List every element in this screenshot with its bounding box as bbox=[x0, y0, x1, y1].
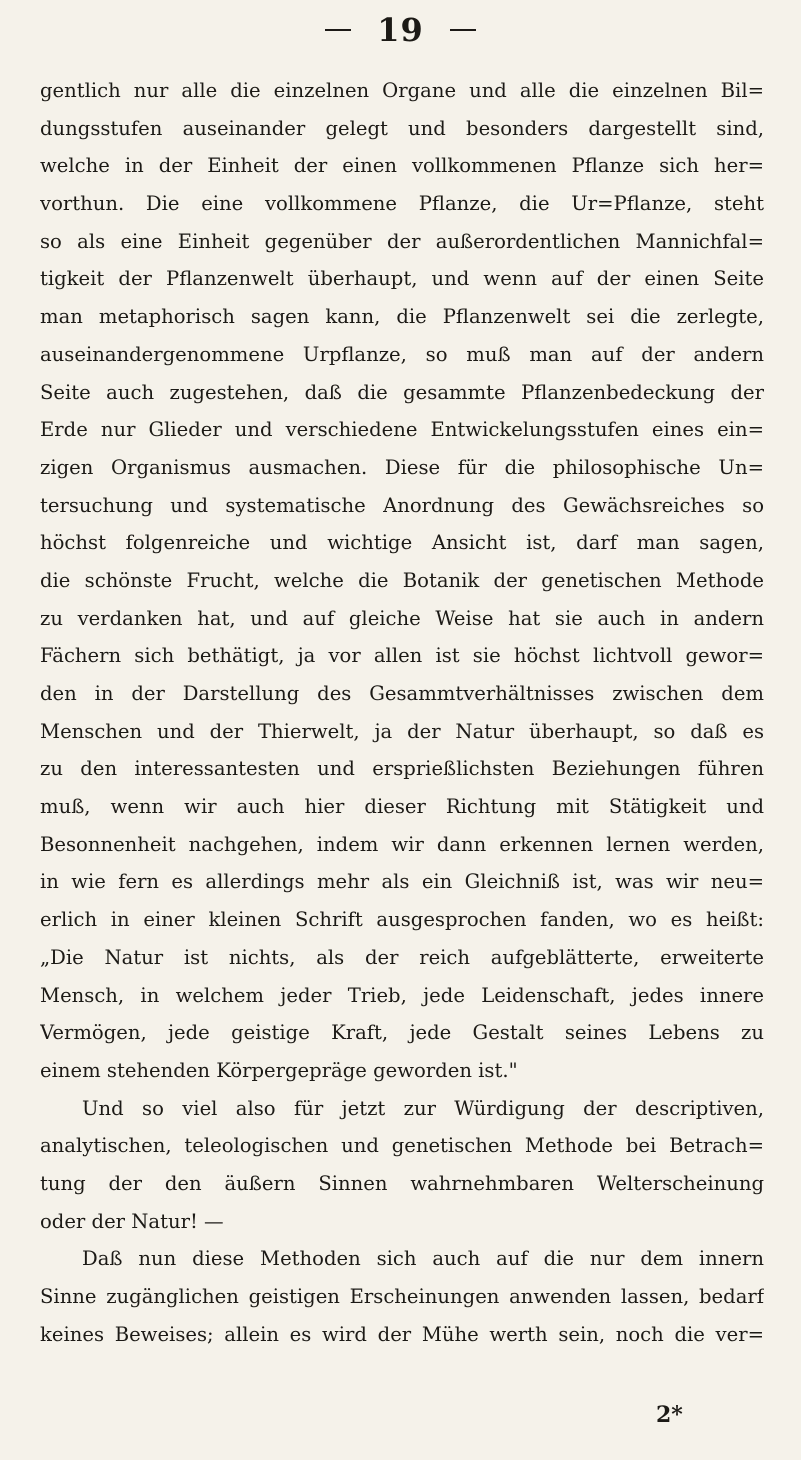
header-dash-right bbox=[450, 29, 476, 31]
text-line: einem stehenden Körpergepräge geworden ist." bbox=[40, 1058, 518, 1082]
text-line: tigkeit der Pflanzenwelt überhaupt, und wenn auf der einen Seite bbox=[40, 267, 764, 291]
text-line: Seite auch zugestehen, daß die gesammte Pflanzenbedeckung der bbox=[40, 380, 764, 404]
text-line: Mensch, in welchem jeder Trieb, jede Leidenschaft, jedes innere bbox=[40, 983, 764, 1007]
text-line: welche in der Einheit der einen vollkommenen Pflanze sich her= bbox=[40, 154, 764, 178]
text-line: Sinne zugänglichen geistigen Erscheinungen anwenden lassen, bedarf bbox=[40, 1285, 764, 1308]
text-line: zu den interessantesten und ersprießlichsten Beziehungen führen bbox=[40, 757, 764, 781]
text-line: gentlich nur alle die einzelnen Organe und alle die einzelnen Bil= bbox=[40, 79, 764, 102]
text-line: den in der Darstellung des Gesammtverhältnisses zwischen dem bbox=[40, 682, 764, 705]
text-line: Fächern sich bethätigt, ja vor allen ist sie höchst lichtvoll gewor= bbox=[40, 644, 764, 668]
header-dash-left bbox=[325, 29, 351, 31]
text-line: die schönste Frucht, welche die Botanik der genetischen Methode bbox=[40, 568, 764, 592]
text-line: dungsstufen auseinander gelegt und besonders dargestellt sind, bbox=[40, 116, 764, 140]
printer-signature-mark: 2* bbox=[656, 1402, 683, 1428]
page-header bbox=[0, 8, 801, 52]
text-line: „Die Natur ist nichts, als der reich aufgeblätterte, erweiterte bbox=[40, 945, 764, 969]
text-line: auseinandergenommene Urpflanze, so muß man auf der andern bbox=[40, 342, 764, 366]
text-line: so als eine Einheit gegenüber der außerordentlichen Mannichfal= bbox=[40, 229, 764, 253]
text-line: zigen Organismus ausmachen. Diese für die philosophische Un= bbox=[40, 455, 764, 479]
page-number: 19 bbox=[377, 11, 424, 49]
text-line: Vermögen, jede geistige Kraft, jede Gestalt seines Lebens zu bbox=[40, 1021, 764, 1045]
text-line: erlich in einer kleinen Schrift ausgesprochen fanden, wo es heißt: bbox=[40, 908, 764, 932]
text-line: zu verdanken hat, und auf gleiche Weise hat sie auch in andern bbox=[40, 606, 764, 630]
text-line: Erde nur Glieder und verschiedene Entwickelungsstufen eines ein= bbox=[40, 418, 764, 442]
text-line: höchst folgenreiche und wichtige Ansicht ist, darf man sagen, bbox=[40, 531, 764, 555]
text-line: oder der Natur! — bbox=[40, 1209, 224, 1233]
text-line: Und so viel also für jetzt zur Würdigung der descriptiven, bbox=[82, 1096, 764, 1120]
text-line: analytischen, teleologischen und genetischen Methode bei Betrach= bbox=[40, 1134, 764, 1158]
text-line: tung der den äußern Sinnen wahrnehmbaren Welterscheinung bbox=[40, 1171, 764, 1195]
text-line: muß, wenn wir auch hier dieser Richtung mit Stätigkeit und bbox=[40, 795, 764, 819]
text-line: in wie fern es allerdings mehr als ein Gleichniß ist, was wir neu= bbox=[40, 870, 764, 894]
text-line: tersuchung und systematische Anordnung des Gewächsreiches so bbox=[40, 493, 764, 517]
body-text bbox=[40, 72, 764, 1353]
text-line: man metaphorisch sagen kann, die Pflanzenwelt sei die zerlegte, bbox=[40, 305, 764, 329]
text-line: Daß nun diese Methoden sich auch auf die nur dem innern bbox=[82, 1247, 764, 1271]
text-line: Menschen und der Thierwelt, ja der Natur überhaupt, so daß es bbox=[40, 719, 764, 743]
text-line: keines Beweises; allein es wird der Mühe werth sein, noch die ver= bbox=[40, 1322, 764, 1346]
text-line: Besonnenheit nachgehen, indem wir dann erkennen lernen werden, bbox=[40, 832, 764, 856]
text-line: vorthun. Die eine vollkommene Pflanze, die Ur=Pflanze, steht bbox=[40, 192, 764, 216]
